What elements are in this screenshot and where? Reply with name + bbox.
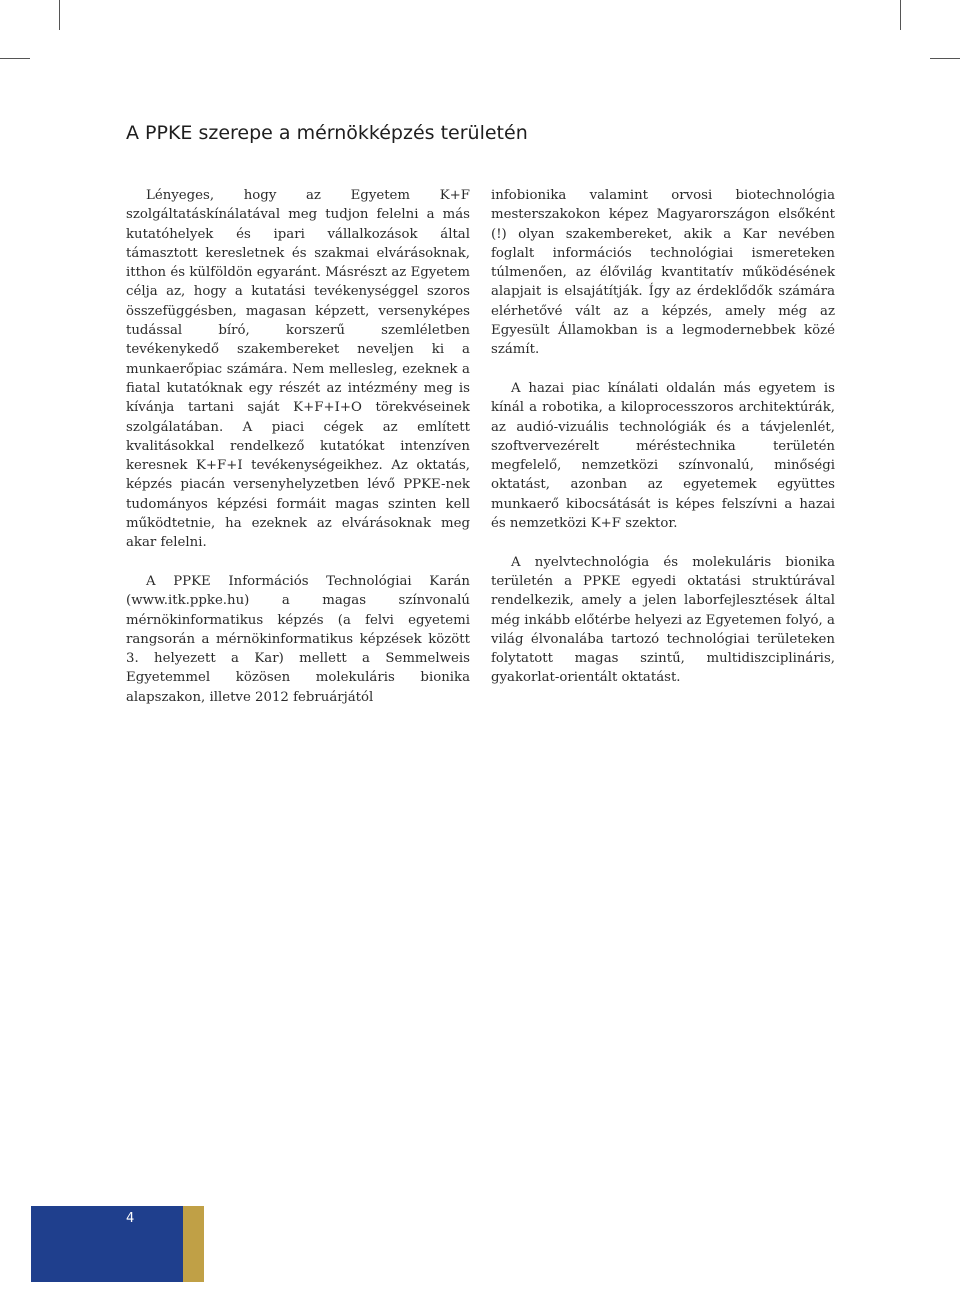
crop-mark-right <box>930 58 960 59</box>
page-title: A PPKE szerepe a mérnökképzés területén <box>126 122 528 144</box>
paragraph: infobionika valamint orvosi biotechnológia mesterszakokon képez Magyarországon elsőként (!) olyan szakembereket, akik a Kar nevében foglalt információs technológiai ismereteken túlmenően, az élővilág kvantitatív működésének alapjait is elsajátítják. Így az érdeklődők számára elérhetővé vált az a képzés, amely még az Egyesült Államokban is a legmodernebbek közé számít. <box>491 188 835 358</box>
crop-mark-left <box>0 58 30 59</box>
paragraph: Lényeges, hogy az Egyetem K+F szolgáltatáskínálatával meg tudjon felelni a más kutatóhelyek és ipari vállalkozások által támasztott keresletnek és szakmai elvárásoknak, itthon és külföldön egyaránt. Másrészt az Egyetem célja az, hogy a kutatási tevékenységgel szoros összefüggésben, magasan képzett, versenyképes tudással bíró, korszerű szemléletben tevékenykedő szakembereket neveljen ki a munkaerőpiac számára. Nem mellesleg, ezeknek a fiatal kutatóknak egy részét az intézmény meg is kívánja tartani saját K+F+I+O törekvéseinek szolgálatában. A piaci cégek az említett kvalitásokkal rendelkező kutatókat intenzíven keresnek K+F+I tevékenységeikhez. Az oktatás, képzés piacán versenyhelyzetben lévő PPKE-nek tudományos képzési formáit magas szinten kell működtetnie, ha ezeknek az elvárásoknak meg akar felelni. <box>126 188 470 551</box>
footer-gold-stripe <box>183 1206 204 1282</box>
left-column <box>126 186 470 707</box>
right-column <box>491 186 835 688</box>
footer-blue-band <box>31 1206 183 1282</box>
paragraph: A hazai piac kínálati oldalán más egyetem is kínál a robotika, a kiloprocesszoros architektúrák, az audió-vizuális technológiák és a távjelenlét, szoftvervezérelt méréstechnika területén megfelelő, nemzetközi színvonalú, minőségi oktatást, azonban az egyetemek együttes munkaerő kibocsátását is képes felszívni a hazai és nemzetközi K+F szektor. <box>491 380 835 532</box>
paragraph: A nyelvtechnológia és molekuláris bionika területén a PPKE egyedi oktatási struktúrával rendelkezik, amely a jelen laborfejlesztések által még inkább előtérbe helyezi az Egyetemen folyó, a világ élvonalába tartozó technológiai területeken folytatott magas szintű, multidiszciplináris, gyakorlat-orientált oktatást. <box>491 554 835 686</box>
crop-mark-top-right <box>900 0 901 30</box>
page-number: 4 <box>126 1211 135 1226</box>
paragraph: A PPKE Információs Technológiai Karán (www.itk.ppke.hu) a magas színvonalú mérnökinformatikus képzés (a felvi egyetemi rangsorán a mérnökinformatikus képzések között 3. helyezett a Kar) mellett a Semmelweis Egyetemmel közösen molekuláris bionika alapszakon, illetve 2012 februárjától <box>126 573 470 705</box>
crop-mark-top-left <box>59 0 60 30</box>
